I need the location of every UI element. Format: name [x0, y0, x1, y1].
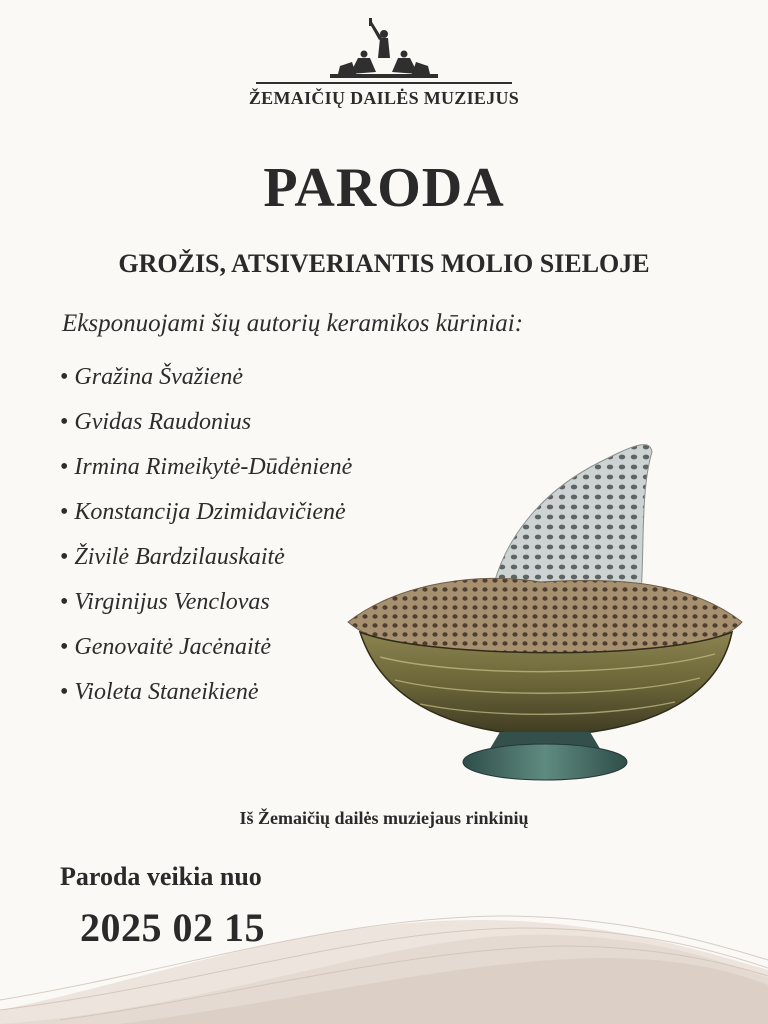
author-item: • Gvidas Raudonius	[60, 405, 352, 450]
author-item: • Genovaitė Jacėnaitė	[60, 630, 352, 675]
museum-name: ŽEMAIČIŲ DAILĖS MUZIEJUS	[248, 88, 520, 108]
statue-group-logo-icon	[252, 14, 516, 88]
author-item: • Violeta Staneikienė	[60, 675, 352, 720]
authors-intro: Eksponuojami šių autorių keramikos kūriniai:	[62, 310, 524, 337]
authors-list	[60, 360, 352, 720]
author-item: • Živilė Bardzilauskaitė	[60, 540, 352, 585]
page-title: PARODA	[263, 157, 505, 219]
author-item: • Irmina Rimeikytė-Dūdėnienė	[60, 450, 352, 495]
author-item: • Virginijus Venclovas	[60, 585, 352, 630]
author-item: • Gražina Švažienė	[60, 360, 352, 405]
opening-label: Paroda veikia nuo	[60, 862, 262, 891]
exhibition-subtitle: GROŽIS, ATSIVERIANTIS MOLIO SIELOJE	[118, 249, 650, 278]
author-item: • Konstancija Dzimidavičienė	[60, 495, 352, 540]
opening-date: 2025 02 15	[80, 905, 265, 950]
ceramic-sculpture-image	[340, 432, 750, 788]
collection-source: Iš Žemaičių dailės muziejaus rinkinių	[239, 808, 529, 828]
